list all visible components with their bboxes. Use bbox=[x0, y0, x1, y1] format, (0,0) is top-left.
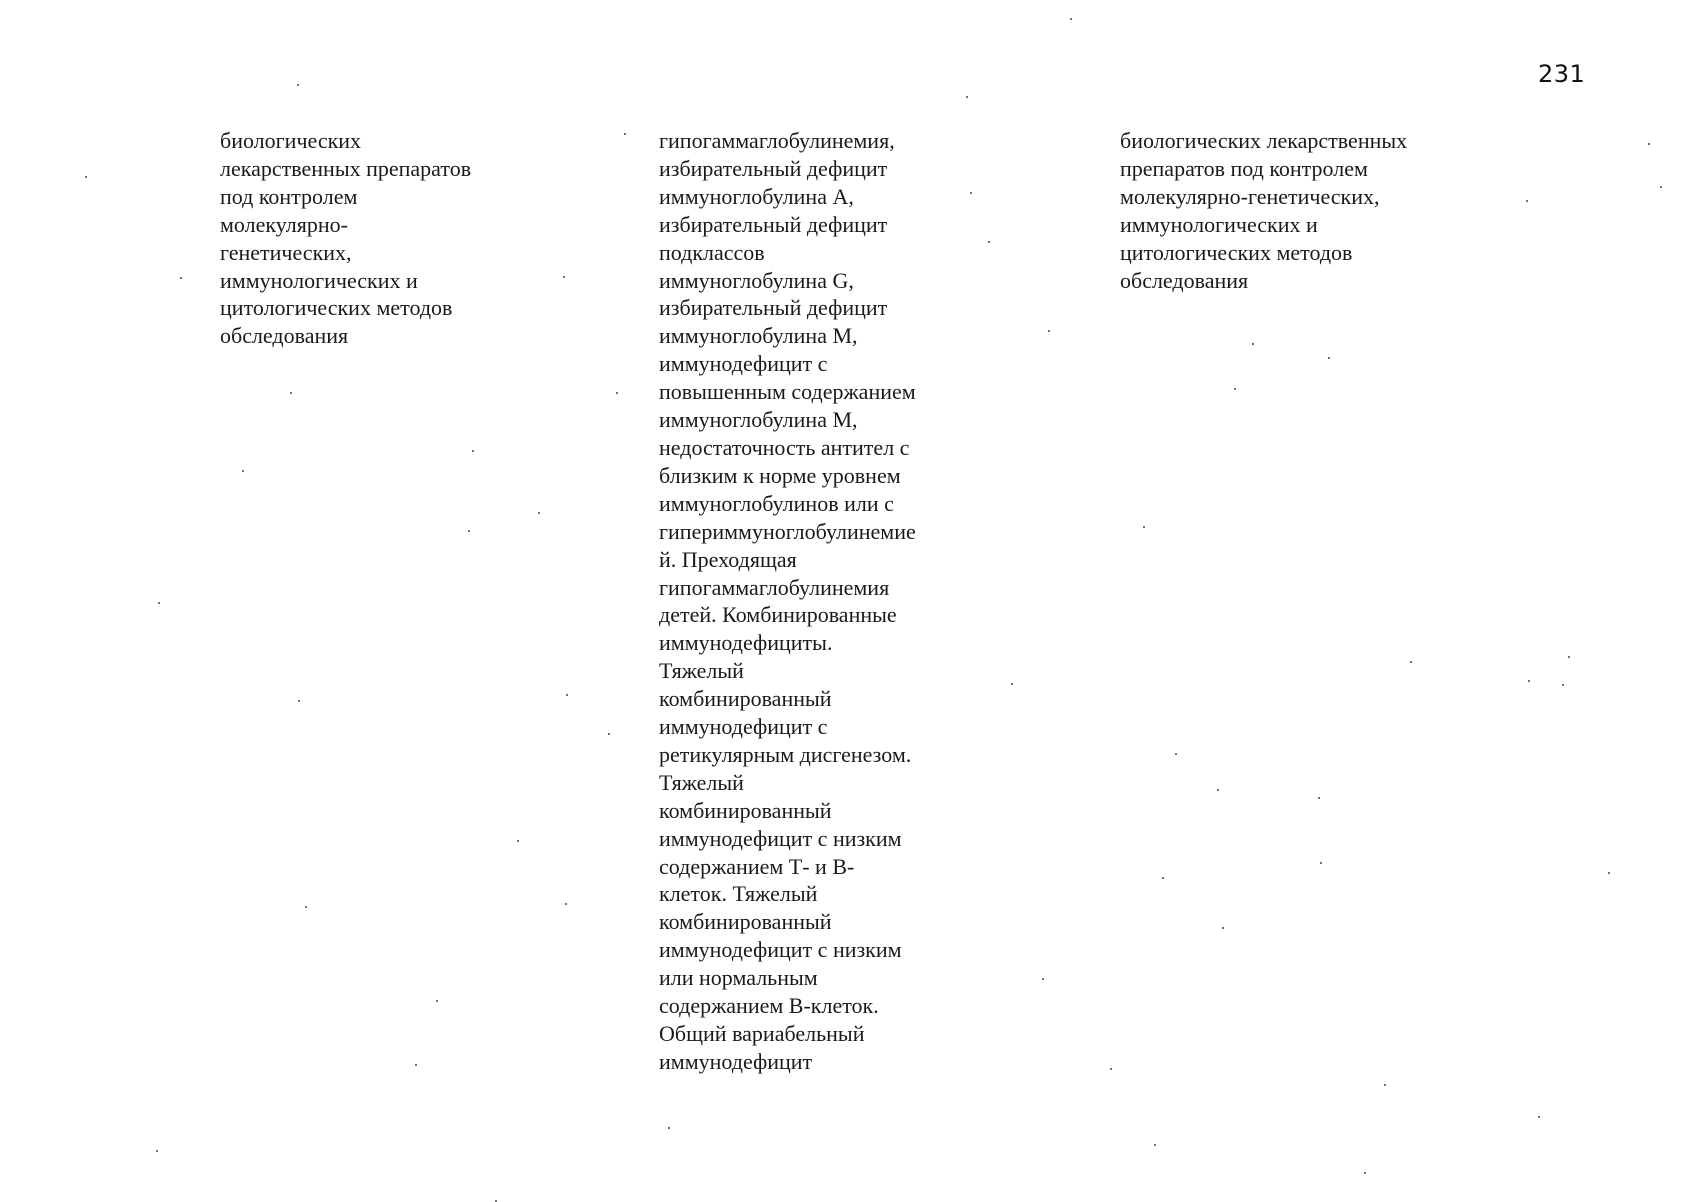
scan-speck bbox=[468, 530, 470, 532]
scan-speck bbox=[1526, 200, 1528, 202]
scan-speck bbox=[297, 84, 299, 86]
text-line: молекулярно-генетических, bbox=[1120, 183, 1380, 209]
scan-speck bbox=[1384, 1084, 1386, 1086]
scan-speck bbox=[305, 906, 307, 908]
scan-speck bbox=[1222, 927, 1224, 929]
text-line: иммунодефицит bbox=[659, 1048, 813, 1074]
text-line: близким к норме уровнем bbox=[659, 462, 901, 488]
scan-speck bbox=[1175, 753, 1177, 755]
text-line: цитологических методов bbox=[1120, 239, 1353, 265]
text-line: комбинированный bbox=[659, 797, 832, 823]
text-line: избирательный дефицит bbox=[659, 155, 888, 181]
text-line: ретикулярным дисгенезом. bbox=[659, 741, 912, 767]
scan-speck bbox=[1364, 1172, 1366, 1174]
scan-speck bbox=[1320, 862, 1322, 864]
scan-speck bbox=[988, 241, 990, 243]
scan-speck bbox=[290, 392, 292, 394]
scan-speck bbox=[538, 512, 540, 514]
scan-speck bbox=[1538, 1116, 1540, 1118]
scan-speck bbox=[1318, 797, 1320, 799]
text-line: иммуноглобулинов или с bbox=[659, 490, 894, 516]
scan-speck bbox=[1042, 978, 1044, 980]
text-line: иммунологических и bbox=[220, 267, 418, 293]
text-line: детей. Комбинированные bbox=[659, 602, 897, 628]
text-line: биологических bbox=[220, 128, 362, 153]
text-line: клеток. Тяжелый bbox=[659, 881, 818, 907]
text-line: й. Преходящая bbox=[659, 546, 797, 572]
column-left bbox=[220, 127, 540, 350]
text-line: иммуноглобулина А, bbox=[659, 183, 854, 209]
text-line: гипериммуноглобулинемие bbox=[659, 518, 916, 544]
scan-speck bbox=[415, 1064, 417, 1066]
column-middle bbox=[659, 127, 979, 1076]
scan-speck bbox=[624, 133, 626, 135]
scan-speck bbox=[1252, 343, 1254, 345]
text-line: недостаточность антител с bbox=[659, 434, 910, 460]
scan-speck bbox=[1528, 680, 1530, 682]
scan-speck bbox=[1110, 1068, 1112, 1070]
text-line: комбинированный bbox=[659, 909, 832, 935]
scan-speck bbox=[1154, 1144, 1156, 1146]
text-line: иммунодефицит с bbox=[659, 714, 828, 740]
scan-speck bbox=[1328, 357, 1330, 359]
scan-speck bbox=[1070, 18, 1072, 20]
text-line: иммунологических и bbox=[1120, 211, 1318, 237]
text-line: комбинированный bbox=[659, 686, 832, 712]
scan-speck bbox=[608, 733, 610, 735]
scan-speck bbox=[1217, 789, 1219, 791]
scan-speck bbox=[158, 602, 160, 604]
scan-speck bbox=[1648, 143, 1650, 145]
text-line: содержанием В-клеток. bbox=[659, 993, 879, 1019]
text-line: цитологических методов bbox=[220, 295, 453, 321]
scan-speck bbox=[298, 700, 300, 702]
scan-speck bbox=[563, 276, 565, 278]
text-line: иммунодефицит с низким bbox=[659, 937, 902, 963]
text-line: под контролем bbox=[220, 183, 358, 209]
scan-speck bbox=[1048, 330, 1050, 332]
scan-speck bbox=[1162, 877, 1164, 879]
text-line: иммунодефицит с низким bbox=[659, 825, 902, 851]
text-line: подклассов bbox=[659, 239, 765, 265]
scan-speck bbox=[436, 1000, 438, 1002]
scan-speck bbox=[1568, 656, 1570, 658]
scan-speck bbox=[472, 450, 474, 452]
scan-speck bbox=[517, 840, 519, 842]
text-line: иммунодефицит с bbox=[659, 351, 828, 377]
text-line: иммуноглобулина G, bbox=[659, 267, 854, 293]
text-line: гипогаммаглобулинемия bbox=[659, 574, 890, 600]
text-line: иммуноглобулина М, bbox=[659, 407, 858, 433]
text-line: биологических лекарственных bbox=[1120, 128, 1408, 153]
column-right bbox=[1120, 127, 1480, 294]
scan-speck bbox=[1608, 872, 1610, 874]
scan-speck bbox=[616, 392, 618, 394]
text-line: молекулярно- bbox=[220, 211, 348, 237]
text-line: Тяжелый bbox=[659, 658, 744, 684]
text-line: генетических, bbox=[220, 239, 352, 265]
scan-speck bbox=[156, 1150, 158, 1152]
text-line: избирательный дефицит bbox=[659, 211, 888, 237]
text-line: содержанием Т- и В- bbox=[659, 853, 855, 879]
text-line: лекарственных препаратов bbox=[220, 155, 472, 181]
text-line: или нормальным bbox=[659, 965, 818, 991]
scan-speck bbox=[565, 903, 567, 905]
scan-speck bbox=[1410, 661, 1412, 663]
text-line: обследования bbox=[1120, 267, 1249, 293]
scan-speck bbox=[180, 277, 182, 279]
scan-speck bbox=[1234, 388, 1236, 390]
page-number: 231 bbox=[1538, 60, 1586, 88]
text-line: повышенным содержанием bbox=[659, 379, 916, 405]
scan-speck bbox=[1143, 526, 1145, 528]
text-line: иммуноглобулина М, bbox=[659, 323, 858, 349]
text-line: обследования bbox=[220, 323, 349, 349]
text-line: препаратов под контролем bbox=[1120, 155, 1368, 181]
scan-speck bbox=[966, 96, 968, 98]
scan-speck bbox=[566, 694, 568, 696]
scan-speck bbox=[1660, 186, 1662, 188]
text-line: Тяжелый bbox=[659, 769, 744, 795]
scan-speck bbox=[242, 470, 244, 472]
text-line: Общий вариабельный bbox=[659, 1021, 865, 1046]
scan-speck bbox=[1011, 683, 1013, 685]
text-line: избирательный дефицит bbox=[659, 295, 888, 321]
text-line: иммунодефициты. bbox=[659, 630, 833, 656]
text-line: гипогаммаглобулинемия, bbox=[659, 128, 895, 153]
scan-speck bbox=[85, 176, 87, 178]
scan-speck bbox=[668, 1127, 670, 1129]
scan-speck bbox=[1562, 684, 1564, 686]
